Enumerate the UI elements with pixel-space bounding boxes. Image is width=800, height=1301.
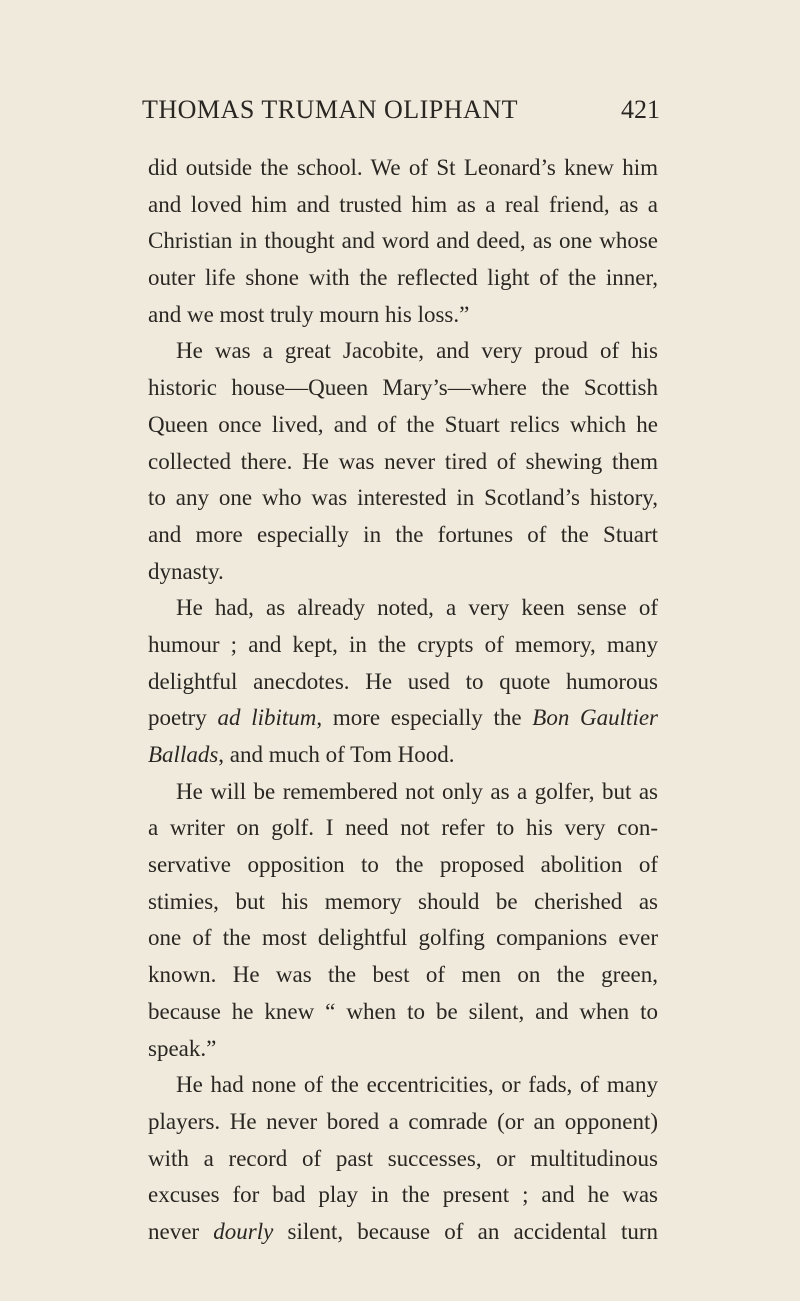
text-line: collected there. He was never tired of shewing them <box>148 448 658 474</box>
italic-segment: Ballads <box>148 742 219 767</box>
text-segment: never <box>148 1218 214 1244</box>
text-line-italic-mixed <box>148 700 658 737</box>
text-segment: silent, because of an accidental turn <box>273 1218 659 1244</box>
text-line: players. He never bored a comrade (or an opponent) <box>148 1108 658 1134</box>
text-line: historic house—Queen Mary’s—where the Scottish <box>148 375 658 401</box>
text-line: Queen once lived, and of the Stuart relics which he <box>148 411 658 437</box>
text-line: outer life shone with the reflected light of the inner, <box>148 265 658 291</box>
text-segment: , and much of Tom Hood. <box>218 742 455 767</box>
text-line: a writer on golf. I need not refer to his very con- <box>148 815 658 841</box>
text-line: excuses for bad play in the present ; and he was <box>148 1182 658 1208</box>
text-line: He will be remembered not only as a golfer, but as <box>176 778 658 804</box>
text-line: one of the most delightful golfing companions ever <box>148 925 658 951</box>
text-line: known. He was the best of men on the green, <box>148 962 658 988</box>
text-line: because he knew “ when to be silent, and when to <box>148 998 658 1024</box>
text-line: He had none of the eccentricities, or fads, of many <box>176 1072 658 1098</box>
page-number: 421 <box>621 95 660 124</box>
text-line: did outside the school. We of St Leonard’s knew him <box>148 155 658 180</box>
text-line: stimies, but his memory should be cherished as <box>148 888 658 914</box>
text-line: dynasty. <box>148 558 224 584</box>
text-segment: , more especially the <box>316 705 533 731</box>
text-line: humour ; and kept, in the crypts of memory, many <box>148 631 658 657</box>
text-line-italic-mixed <box>148 1214 658 1251</box>
text-line-italic-mixed <box>148 737 658 774</box>
text-line: and we most truly mourn his loss.” <box>148 301 470 327</box>
text-line: speak.” <box>148 1035 217 1061</box>
text-line: He was a great Jacobite, and very proud of his <box>176 338 658 364</box>
italic-segment: ad libitum <box>217 705 317 731</box>
running-head <box>142 92 660 128</box>
text-segment: poetry <box>148 705 218 731</box>
text-line: and more especially in the fortunes of the Stuart <box>148 521 658 547</box>
text-line: delightful anecdotes. He used to quote humorous <box>148 668 658 694</box>
text-line: He had, as already noted, a very keen sense of <box>176 595 658 621</box>
text-line: with a record of past successes, or multitudinous <box>148 1145 658 1171</box>
text-line: servative opposition to the proposed abolition of <box>148 852 658 878</box>
running-title: THOMAS TRUMAN OLIPHANT <box>142 95 518 124</box>
italic-segment: Bon Gaultier <box>532 705 658 731</box>
italic-segment: dourly <box>213 1218 274 1244</box>
body-text <box>148 150 658 1251</box>
text-line: and loved him and trusted him as a real friend, as a <box>148 191 658 217</box>
text-line: to any one who was interested in Scotland’s history, <box>148 485 658 511</box>
text-line: Christian in thought and word and deed, as one whose <box>148 228 658 254</box>
